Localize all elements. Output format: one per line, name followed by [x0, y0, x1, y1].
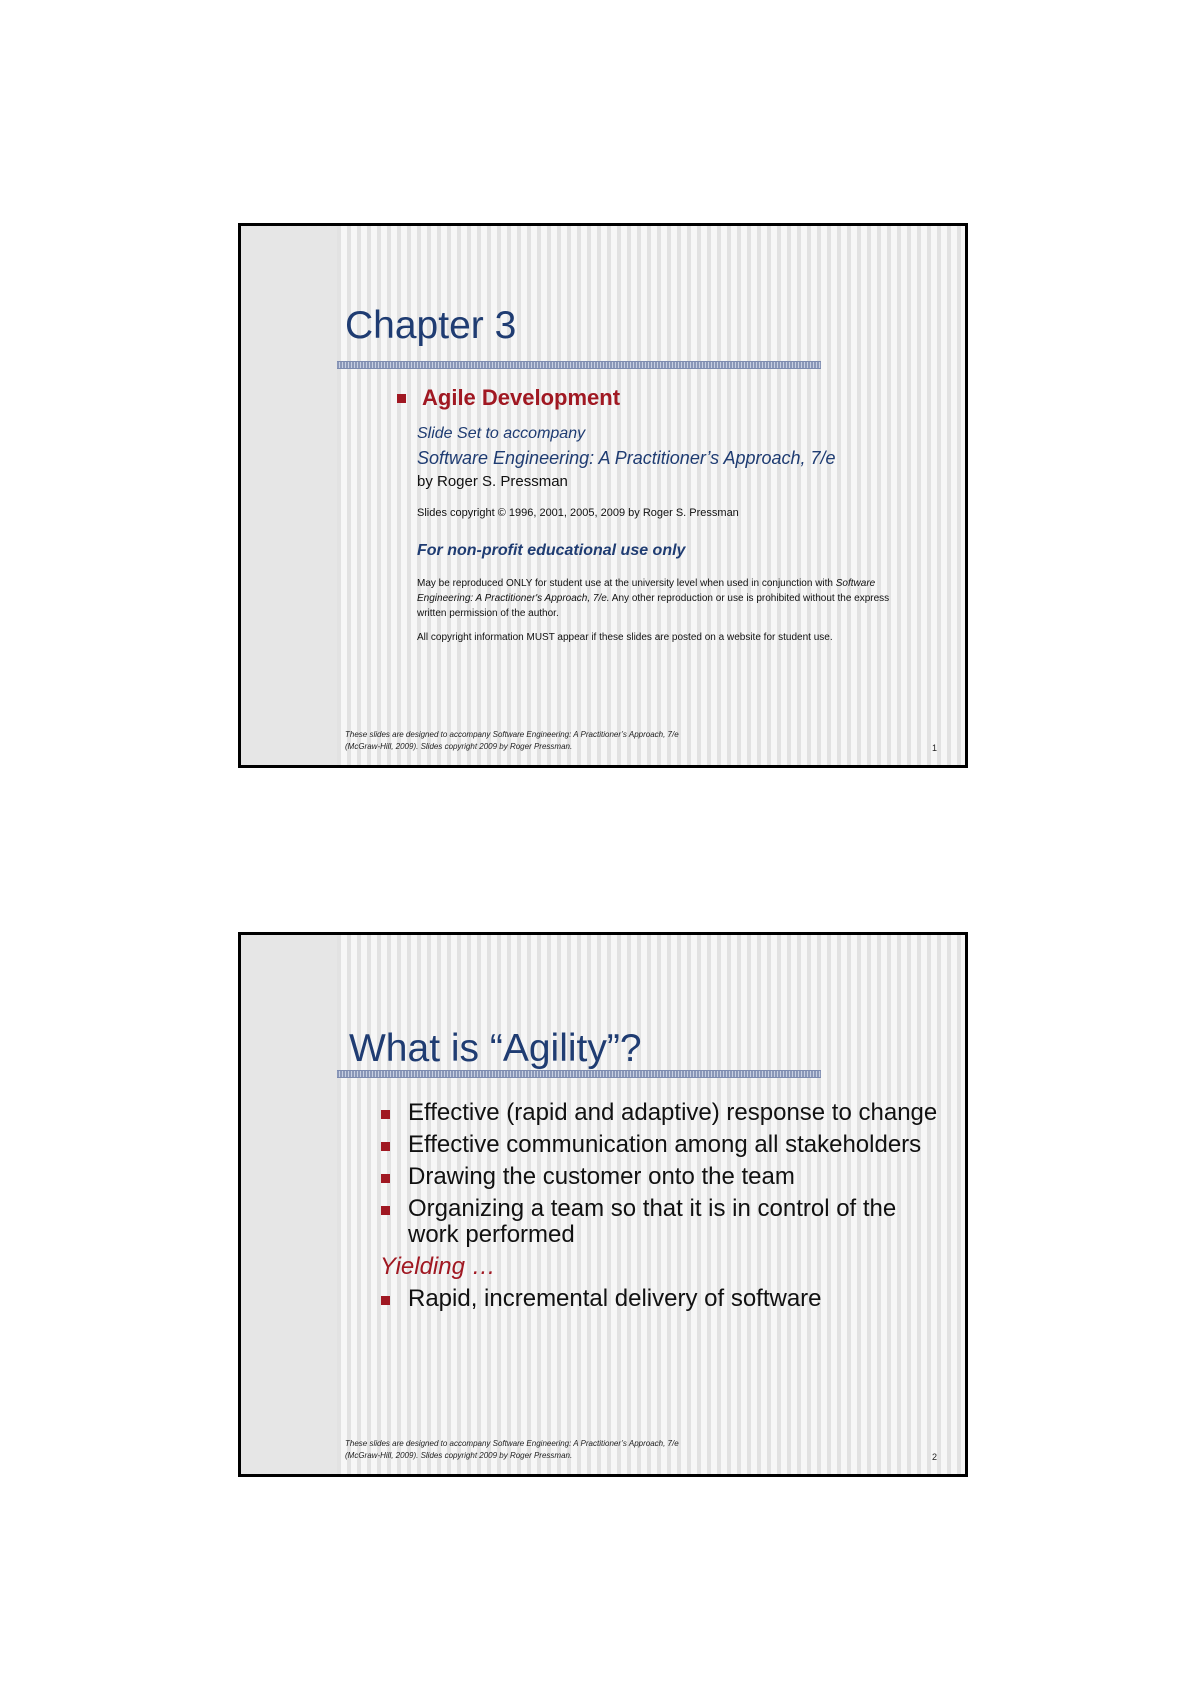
footer-book-title: Software Engineering: A Practitioner’s Approach, 7/e [492, 730, 679, 739]
slide-footer [345, 729, 679, 753]
square-bullet-icon [381, 1174, 390, 1183]
slide-title: What is “Agility”? [349, 1027, 642, 1070]
copyright-notice: Slides copyright © 1996, 2001, 2005, 2009 by Roger S. Pressman [417, 507, 739, 519]
list-item [381, 1132, 951, 1158]
list-item-text: Effective communication among all stakeholders [408, 1131, 922, 1158]
list-item-text: Drawing the customer onto the team [408, 1163, 795, 1190]
list-item [381, 1286, 951, 1312]
edu-notice: For non-profit educational use only [417, 542, 686, 559]
slide-body [417, 422, 917, 645]
yielding-label: Yielding … [380, 1253, 496, 1280]
book-title: Software Engineering: A Practitioner’s Approach, 7/e [417, 448, 836, 468]
list-item-text: Rapid, incremental delivery of software [408, 1285, 822, 1312]
author: by Roger S. Pressman [417, 473, 568, 490]
title-divider [337, 1070, 821, 1078]
slide-2 [238, 932, 968, 1477]
website-notice: All copyright information MUST appear if these slides are posted on a website for student use. [417, 632, 833, 643]
subtitle-line-1: Slide Set to accompany [417, 425, 586, 442]
reproduction-notice [417, 576, 907, 621]
page-number: 1 [931, 743, 937, 753]
footer-book-title: Software Engineering: A Practitioner’s Approach, 7/e [492, 1439, 679, 1448]
title-divider [337, 361, 821, 369]
square-bullet-icon [381, 1142, 390, 1151]
slide-1 [238, 223, 968, 768]
square-bullet-icon [381, 1296, 390, 1305]
notice-book-title: Software Engineering: A Practitioner's Approach, 7/e. [417, 578, 876, 604]
notice-text: May be reproduced ONLY for student use at the university level when used in conjunction with [417, 578, 836, 589]
footer-line-2: (McGraw-Hill, 2009). Slides copyright 2009 by Roger Pressman. [345, 742, 573, 751]
list-item-text: Effective (rapid and adaptive) response to change [408, 1099, 938, 1126]
list-item [381, 1196, 951, 1248]
footer-text: These slides are designed to accompany [345, 730, 493, 739]
bullet-item [397, 385, 620, 411]
slide-title: Chapter 3 [345, 304, 517, 347]
bullet-text: Agile Development [422, 385, 621, 410]
list-item-text: Organizing a team so that it is in control of the work performed [408, 1195, 897, 1248]
page-number: 2 [931, 1452, 937, 1462]
square-bullet-icon [397, 394, 406, 403]
bullet-list [381, 1100, 951, 1318]
list-item [381, 1164, 951, 1190]
square-bullet-icon [381, 1110, 390, 1119]
footer-text: These slides are designed to accompany [345, 1439, 493, 1448]
footer-line-2: (McGraw-Hill, 2009). Slides copyright 2009 by Roger Pressman. [345, 1451, 573, 1460]
notice-text-end: Any other reproduction or use is prohibited without the express written permission of the author. [417, 593, 890, 619]
slide-footer [345, 1438, 679, 1462]
list-item [381, 1100, 951, 1126]
square-bullet-icon [381, 1206, 390, 1215]
